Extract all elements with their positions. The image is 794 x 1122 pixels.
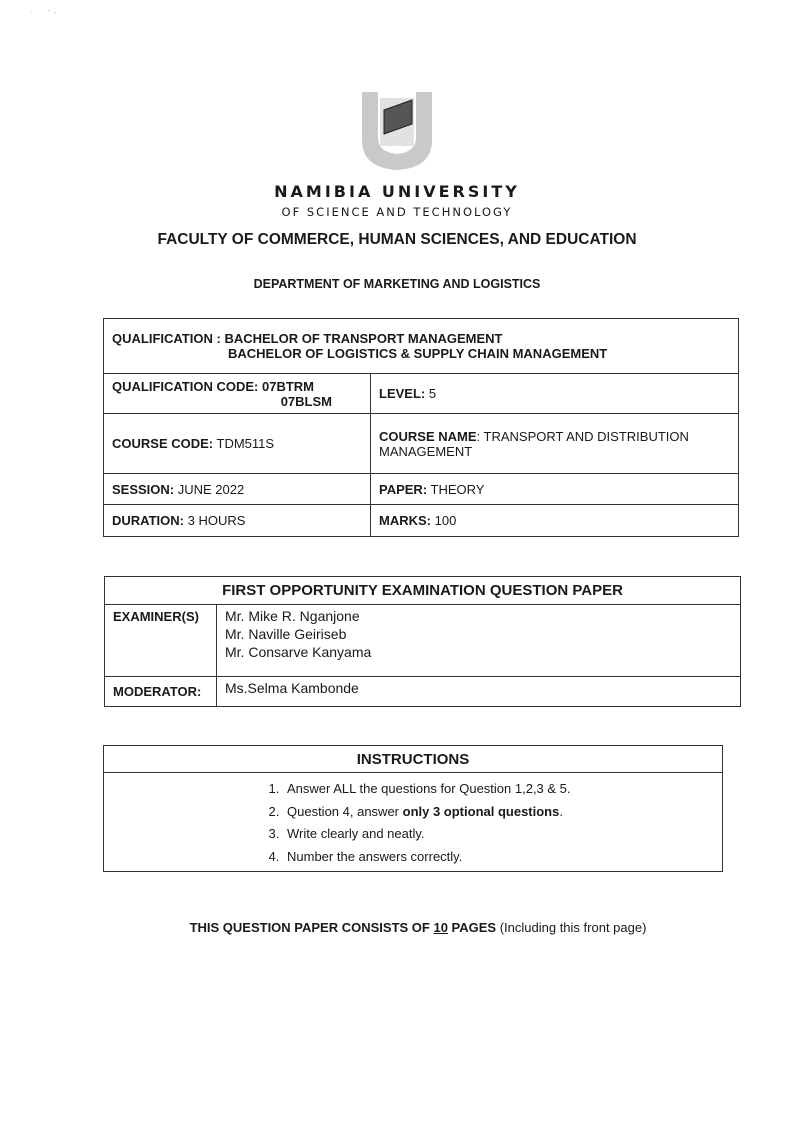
- examiner-label: EXAMINER(S): [105, 605, 217, 677]
- session-label: SESSION:: [112, 481, 175, 497]
- marks-cell: [371, 505, 739, 537]
- instruction-item: 3. Write clearly and neatly.: [283, 823, 721, 846]
- instruction-item: 1. Answer ALL the questions for Question 1,2,3 & 5.: [283, 778, 721, 801]
- level-cell: [371, 374, 739, 414]
- university-subtitle: OF SCIENCE AND TECHNOLOGY: [281, 205, 513, 219]
- qualification-label: QUALIFICATION :: [112, 331, 221, 346]
- qualification-code-cell: [104, 374, 371, 414]
- course-name-value: TRANSPORT AND DISTRIBUTION MANAGEMENT: [379, 428, 689, 459]
- course-code-cell: [104, 414, 371, 474]
- paper-cell: [371, 474, 739, 505]
- duration-value: 3 HOURS: [187, 513, 246, 528]
- page-count-note: THIS QUESTION PAPER CONSISTS OF 10 PAGES (Including this front page): [189, 920, 647, 935]
- session-value: JUNE 2022: [177, 481, 245, 497]
- session-cell: [104, 474, 371, 505]
- level-label: LEVEL:: [379, 386, 426, 401]
- qualification-code-1: 07BTRM: [261, 378, 314, 394]
- instructions-list: [105, 778, 721, 868]
- qualification-line1: BACHELOR OF TRANSPORT MANAGEMENT: [224, 331, 503, 346]
- marks-label: MARKS:: [379, 513, 431, 528]
- examiner-name: Mr. Naville Geiriseb: [225, 626, 347, 642]
- scan-mark: · - ,: [30, 8, 57, 15]
- qualification-table: [103, 318, 739, 537]
- instruction-item: 4. Number the answers correctly.: [283, 846, 721, 869]
- examination-title: FIRST OPPORTUNITY EXAMINATION QUESTION PAPER: [105, 577, 741, 605]
- instructions-title: INSTRUCTIONS: [104, 746, 723, 773]
- examiner-name: Mr. Consarve Kanyama: [225, 644, 372, 660]
- course-name-cell: COURSE NAME: TRANSPORT AND DISTRIBUTION MANAGEMENT: [371, 414, 739, 474]
- instructions-table: [103, 745, 723, 872]
- qualification-code-2: 07BLSM: [280, 393, 332, 409]
- examiner-names: [217, 605, 741, 677]
- marks-value: 100: [434, 513, 457, 528]
- page-count: 10: [433, 920, 448, 935]
- qualification-cell: [104, 319, 739, 374]
- course-name-label: COURSE NAME: [379, 428, 477, 444]
- department-title: DEPARTMENT OF MARKETING AND LOGISTICS: [253, 277, 541, 291]
- instruction-emphasis: only 3 optional questions: [402, 803, 560, 819]
- moderator-label: MODERATOR:: [105, 677, 217, 707]
- course-code-label: COURSE CODE:: [112, 436, 214, 451]
- examiner-name: Mr. Mike R. Nganjone: [225, 608, 360, 624]
- paper-label: PAPER:: [379, 481, 428, 497]
- moderator-name: Ms.Selma Kambonde: [217, 677, 741, 707]
- faculty-title: FACULTY OF COMMERCE, HUMAN SCIENCES, AND EDUCATION: [157, 231, 637, 248]
- instructions-list-cell: [104, 773, 723, 872]
- qualification-code-label: QUALIFICATION CODE:: [112, 378, 259, 394]
- examination-table: [104, 576, 741, 707]
- instruction-item: 2. Question 4, answer only 3 optional questions.: [283, 801, 721, 824]
- duration-cell: [104, 505, 371, 537]
- paper-value: THEORY: [430, 481, 485, 497]
- level-value: 5: [428, 386, 437, 401]
- duration-label: DURATION:: [112, 513, 184, 528]
- university-name: NAMIBIA UNIVERSITY: [274, 182, 520, 201]
- qualification-line2: BACHELOR OF LOGISTICS & SUPPLY CHAIN MANAGEMENT: [228, 346, 608, 361]
- university-logo-icon: [358, 88, 436, 172]
- course-code-value: TDM511S: [216, 436, 275, 451]
